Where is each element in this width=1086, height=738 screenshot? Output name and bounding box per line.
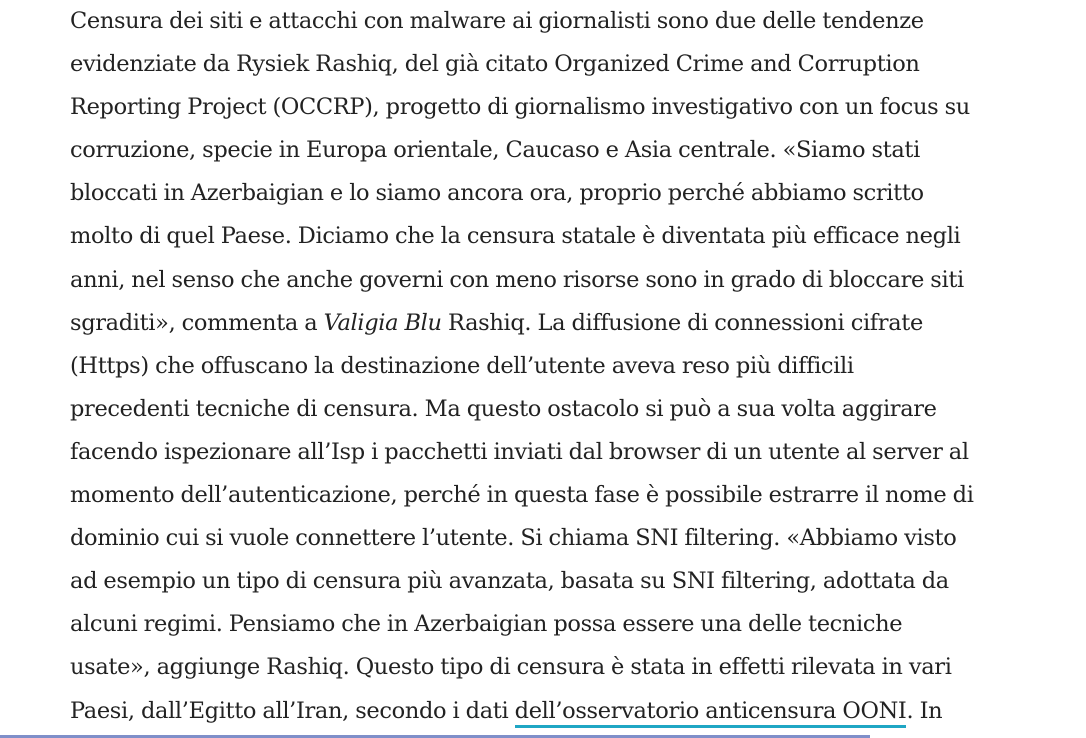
text-line: bloccati in Azerbaigian e lo siamo ancora ora, proprio perché abbiamo scritto [70, 180, 924, 207]
text-line [70, 302, 990, 345]
text-line: Reporting Project (OCCRP), progetto di giornalismo investigativo con un focus su [70, 94, 970, 121]
text-line: momento dell’autenticazione, perché in questa fase è possibile estrarre il nome di [70, 482, 974, 509]
text-segment: sgraditi», commenta a [70, 309, 324, 336]
text-line: molto di quel Paese. Diciamo che la censura statale è diventata più efficace negli [70, 223, 961, 250]
text-line: corruzione, specie in Europa orientale, Caucaso e Asia centrale. «Siamo stati [70, 137, 920, 164]
article-body [70, 0, 990, 733]
text-line [70, 690, 990, 733]
article-paragraph [70, 0, 990, 733]
text-line: facendo ispezionare all’Isp i pacchetti inviati dal browser di un utente al server al [70, 438, 969, 465]
text-line: alcuni regimi. Pensiamo che in Azerbaigian possa essere una delle tecniche [70, 611, 903, 638]
text-segment: Paesi, dall’Egitto all’Iran, secondo i dati [70, 697, 515, 724]
text-line: dominio cui si vuole connettere l’utente. Si chiama SNI filtering. «Abbiamo visto [70, 525, 957, 552]
text-line: usate», aggiunge Rashiq. Questo tipo di censura è stata in effetti rilevata in vari [70, 654, 952, 681]
ooni-observatory-link[interactable]: dell’osservatorio anticensura OONI [515, 698, 907, 728]
text-line: precedenti tecniche di censura. Ma questo ostacolo si può a sua volta aggirare [70, 395, 937, 422]
publication-name: Valigia Blu [323, 309, 442, 336]
text-line: (Https) che offuscano la destinazione dell’utente aveva reso più difficili [70, 352, 854, 379]
text-line: ad esempio un tipo di censura più avanzata, basata su SNI filtering, adottata da [70, 568, 949, 595]
text-line: Censura dei siti e attacchi con malware ai giornalisti sono due delle tendenze [70, 8, 924, 34]
text-line: evidenziate da Rysiek Rashiq, del già citato Organized Crime and Corruption [70, 51, 920, 78]
text-line: anni, nel senso che anche governi con meno risorse sono in grado di bloccare siti [70, 266, 964, 293]
text-segment: Rashiq. La diffusione di connessioni cifrate [441, 309, 923, 336]
text-segment: . In [906, 697, 943, 724]
